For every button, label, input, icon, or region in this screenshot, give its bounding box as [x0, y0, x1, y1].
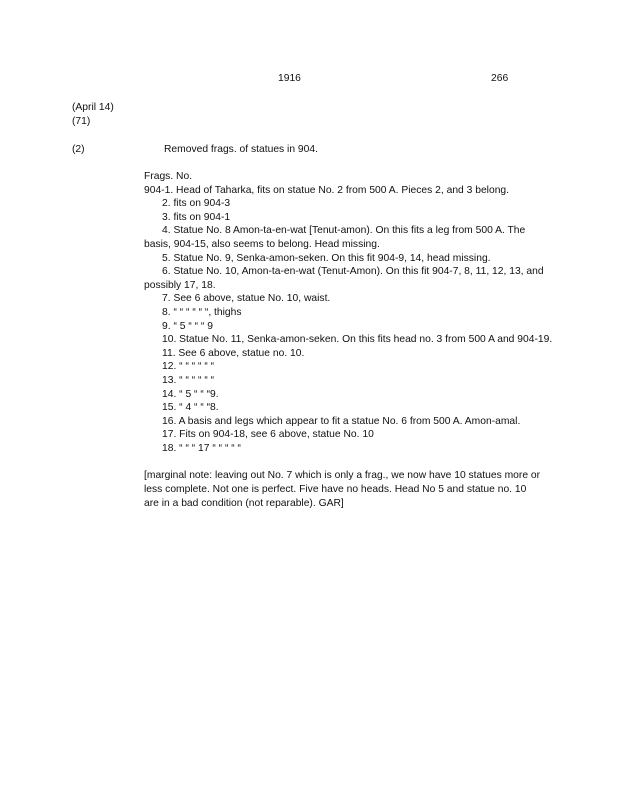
fragment-line: 15. “ 4 “ “ “8.: [162, 402, 219, 414]
fragment-line: basis, 904-15, also seems to belong. Head missing.: [144, 238, 380, 250]
fragment-line: 4. Statue No. 8 Amon-ta-en-wat [Tenut-amon). On this fits a leg from 500 A. The: [162, 225, 526, 237]
fragment-line: 9. “ 5 “ “ “ 9: [162, 320, 213, 332]
fragment-line: 10. Statue No. 11, Senka-amon-seken. On this fits head no. 3 from 500 A and 904-19.: [162, 334, 553, 346]
fragment-line: 14. “ 5 “ “ “9.: [162, 388, 219, 400]
entry-date: (April 14): [72, 102, 114, 113]
marginal-note: [marginal note: leaving out No. 7 which is only a frag., we now have 10 statues more or less complete. Not one is perfect. Five have no heads. Head No 5 and statue no. 10 are in a bad condition (not reparable). GAR]: [144, 470, 541, 509]
spacer: [144, 455, 554, 469]
fragment-line: 6. Statue No. 10, Amon-ta-en-wat (Tenut-Amon). On this fit 904-7, 8, 11, 12, 13, and: [162, 266, 544, 278]
fragment-line: 12. “ “ “ “ “ “: [162, 361, 215, 373]
fragment-line: 5. Statue No. 9, Senka-amon-seken. On this fit 904-9, 14, head missing.: [162, 252, 491, 264]
fragment-line: 2. fits on 904-3: [162, 198, 231, 210]
fragment-line: 11. See 6 above, statue no. 10.: [162, 347, 305, 359]
fragment-line: 904-1. Head of Taharka, fits on statue No. 2 from 500 A. Pieces 2, and 3 belong.: [144, 184, 510, 196]
entry-reference: (71): [72, 116, 91, 127]
fragment-line: possibly 17, 18.: [144, 279, 216, 291]
entry-number: (2): [72, 144, 85, 155]
fragment-line: 8. “ “ “ “ “ “, thighs: [162, 306, 242, 318]
page-number: 266: [491, 73, 509, 84]
fragment-line: 17. Fits on 904-18, see 6 above, statue No. 10: [162, 429, 374, 441]
fragment-line: 18. “ “ “ 17 “ “ “ “ “: [162, 442, 241, 454]
fragment-line: 3. fits on 904-1: [162, 211, 231, 223]
page-year: 1916: [278, 73, 301, 84]
fragment-line: 13. “ “ “ “ “ “: [162, 374, 215, 386]
fragments-heading: Frags. No.: [144, 171, 193, 182]
entry-text: Removed frags. of statues in 904.: [164, 144, 318, 155]
fragment-line: 7. See 6 above, statue No. 10, waist.: [162, 293, 331, 305]
fragment-line: 16. A basis and legs which appear to fit a statue No. 6 from 500 A. Amon-amal.: [162, 415, 521, 427]
fragment-list-section: [144, 170, 554, 510]
